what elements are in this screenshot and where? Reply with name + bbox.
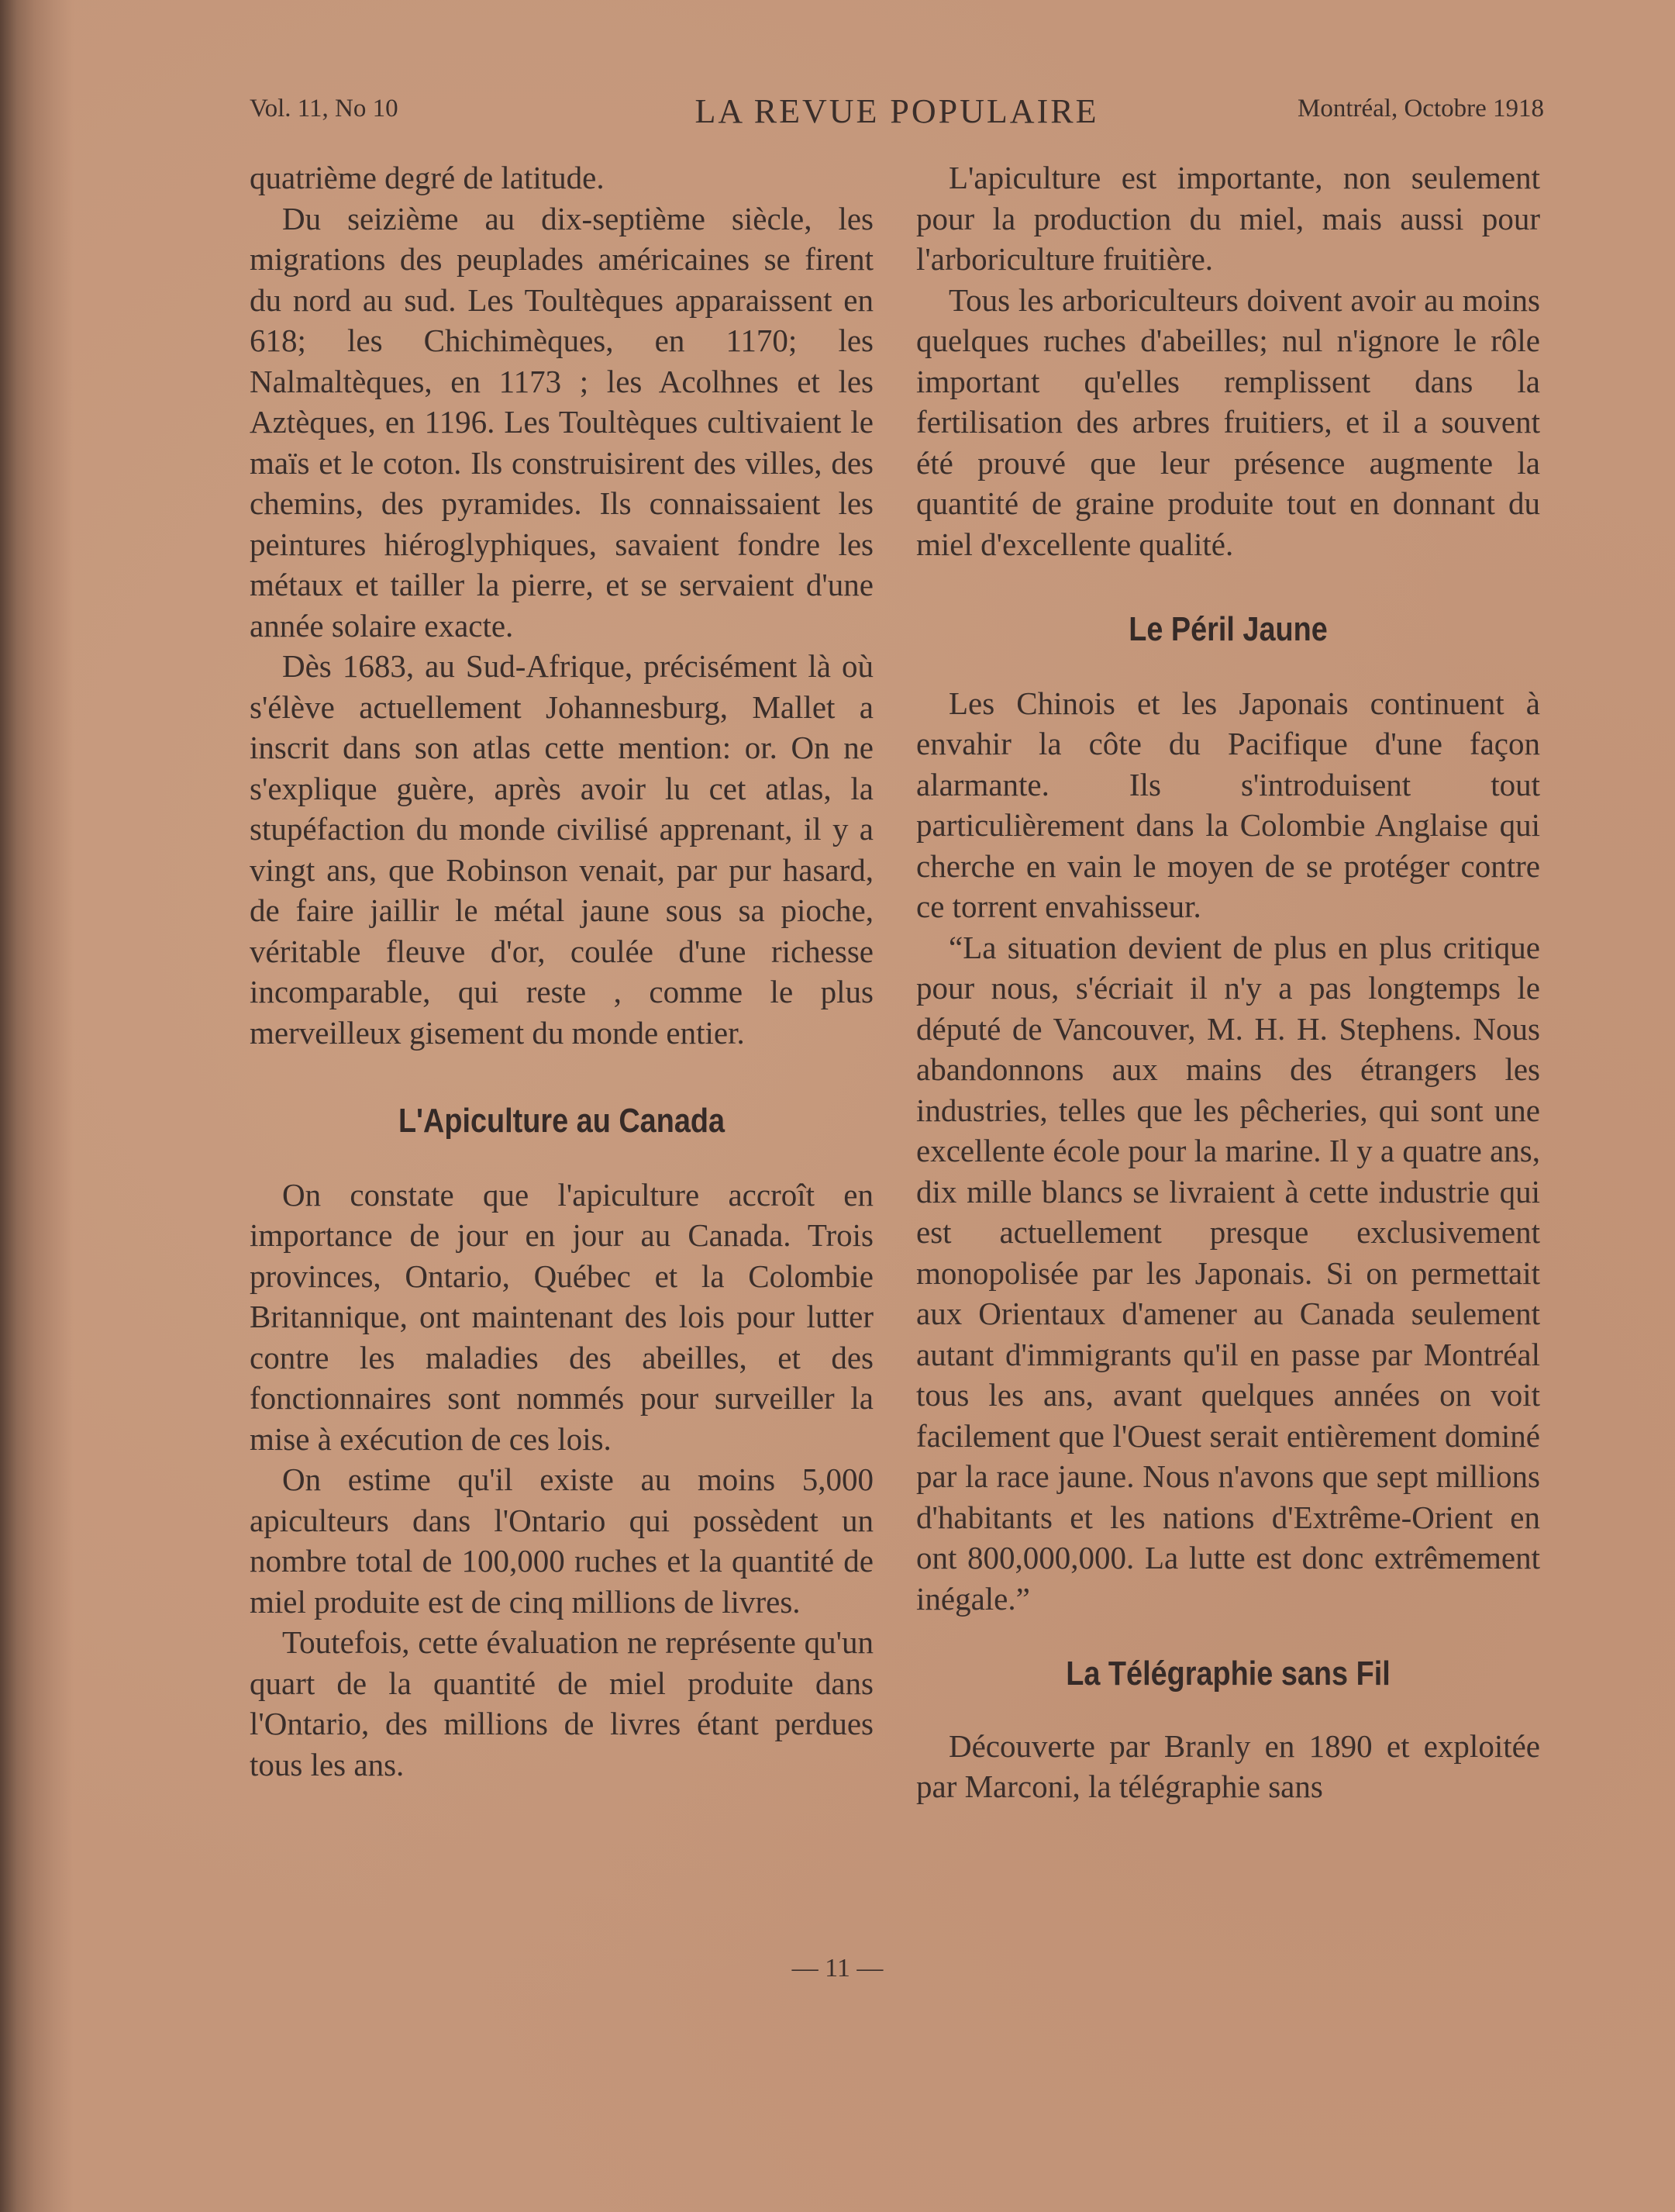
header-date: Montréal, Octobre 1918 (1298, 95, 1544, 123)
paragraph: Du seizième au dix-septième siècle, les migrations des peuplades américaines se firent du nord au sud. Les Toultèques apparaissent en 618; les Chichimèques, en 1170; les Nalmaltèques, en 1173 ; les Acolhnes et les Aztèques, en 1196. Les Toultèques cultivaient le maïs et le coton. Ils construisirent des villes, des chemins, des pyramides. Ils connaissaient les peintures hiéroglyphiques, savaient fondre les métaux et tailler la pierre, et se servaient d'une année solaire exacte. (250, 200, 874, 644)
paragraph: On constate que l'apiculture accroît en importance de jour en jour au Canada. Trois provinces, Ontario, Québec et la Colombie Britannique, ont maintenant des lois pour lutter contre les maladies des abeilles, et des fonctionnaires sont nommés pour surveiller la mise à exécution de ces lois. (250, 1176, 874, 1457)
section-heading-peril-jaune: Le Péril Jaune (1129, 610, 1328, 648)
paragraph: Découverte par Branly en 1890 et exploitée par Marconi, la télégraphie sans (916, 1727, 1540, 1804)
paragraph: L'apiculture est importante, non seulement pour la production du miel, mais aussi pour l'arboriculture fruitière. (916, 160, 1540, 277)
section-heading-telegraphie: La Télégraphie sans Fil (1066, 1655, 1391, 1693)
header-volume: Vol. 11, No 10 (250, 95, 398, 123)
paragraph: Les Chinois et les Japonais continuent à envahir la côte du Pacifique d'une façon alarmante. Ils s'introduisent tout particulièrement dans la Colombie Anglaise qui cherche en vain le moyen de se protéger contre ce torrent envahisseur. (916, 685, 1540, 924)
left-column (250, 157, 874, 1785)
header-title: LA REVUE POPULAIRE (694, 92, 1099, 130)
running-header (250, 91, 1544, 138)
page-number: — 11 — (791, 1954, 884, 1983)
paragraph: quatrième degré de latitude. (250, 160, 605, 195)
right-column (916, 157, 1540, 1807)
paragraph: On estime qu'il existe au moins 5,000 apiculteurs dans l'Ontario qui possèdent un nombre total de 100,000 ruches et la quantité de miel produite est de cinq millions de livres. (250, 1461, 874, 1620)
paragraph: Dès 1683, au Sud-Afrique, précisément là où s'élève actuellement Johannesburg, Mallet a inscrit dans son atlas cette mention: or. On ne s'explique guère, après avoir lu cet atlas, la stupéfaction du monde civilisé apprenant, il y a vingt ans, que Robinson venait, par pur hasard, de faire jaillir le métal jaune sous sa pioche, véritable fleuve d'or, coulée d'une richesse incomparable, qui reste , comme le plus merveilleux gisement du monde entier. (250, 648, 874, 1051)
paragraph: Toutefois, cette évaluation ne représente qu'un quart de la quantité de miel produite dans l'Ontario, des millions de livres étant perdues tous les ans. (250, 1624, 874, 1782)
section-heading-apiculture: L'Apiculture au Canada (398, 1102, 725, 1140)
paragraph: Tous les arboriculteurs doivent avoir au moins quelques ruches d'abeilles; nul n'ignore le rôle important qu'elles remplissent dans la fertilisation des arbres fruitiers, et il a souvent été prouvé que leur présence augmente la quantité de graine produite tout en donnant du miel d'excellente qualité. (916, 281, 1540, 562)
paragraph: “La situation devient de plus en plus critique pour nous, s'écriait il n'y a pas longtemps le député de Vancouver, M. H. H. Stephens. Nous abandonnons aux mains des étrangers les industries, telles que les pêcheries, qui sont une excellente école pour la marine. Il y a quatre ans, dix mille blancs se livraient à cette industrie qui est actuellement presque exclusivement monopolisée par les Japonais. Si on permettait aux Orientaux d'amener au Canada seulement autant d'immigrants qu'il en passe par Montréal tous les ans, avant quelques années on voit facilement que l'Ouest serait entièrement dominé par la race jaune. Nous n'avons que sept millions d'habitants et les nations d'Extrême-Orient en ont 800,000,000. La lutte est donc extrêmement inégale.” (916, 929, 1540, 1617)
